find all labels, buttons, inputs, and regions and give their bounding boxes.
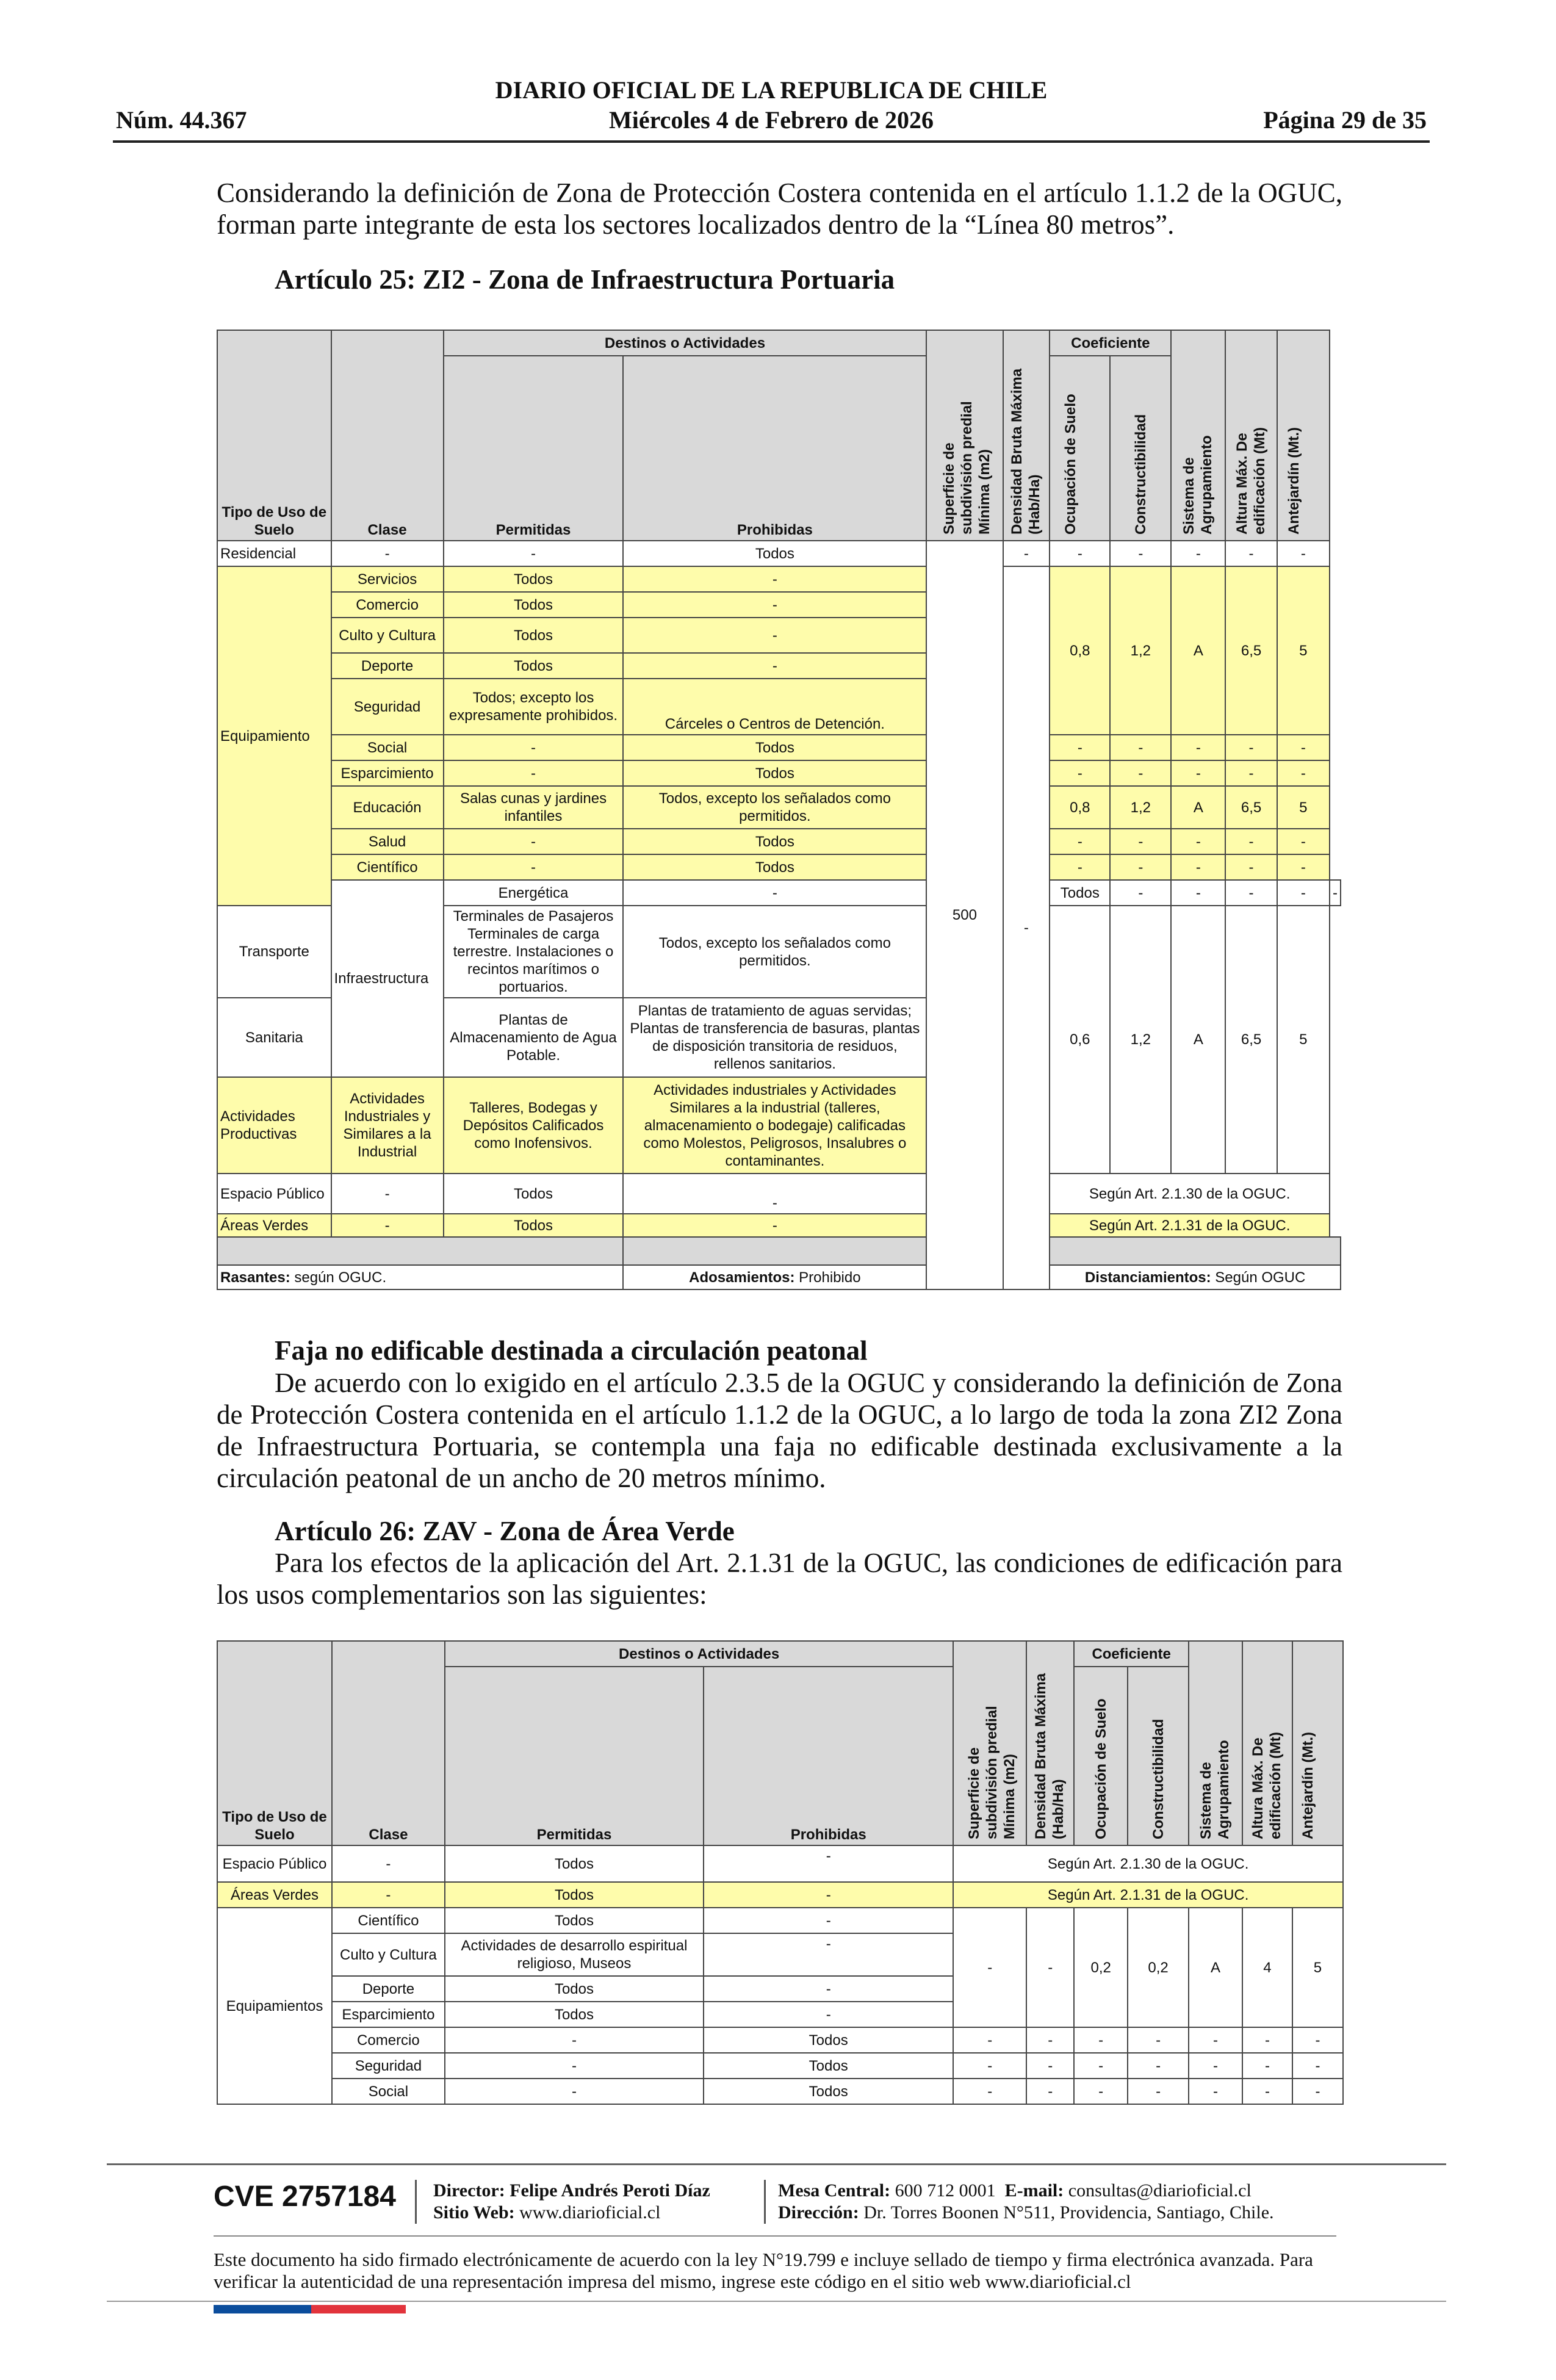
th2-sistema: Sistema de Agrupamiento [1189, 1641, 1242, 1845]
th-prohibidas: Prohibidas [623, 356, 926, 541]
th2-tipo: Tipo de Uso de Suelo [217, 1641, 332, 1845]
th2-altura: Altura Máx. De edificación (Mt) [1242, 1641, 1292, 1845]
table-footer-row: Rasantes: según OGUC. Adosamientos: Prohibido Distanciamientos: Según OGUC [217, 1265, 1341, 1289]
table-row: Educación Salas cunas y jardines infantiles Todos, excepto los señalados como permitidos. 0,8 1,2 A 6,5 5 [217, 786, 1341, 829]
th-clase: Clase [331, 330, 444, 541]
table-row: Culto y Cultura Actividades de desarrollo espiritual religioso, Museos - [217, 1933, 1343, 1976]
article-25-title: Artículo 25: ZI2 - Zona de Infraestructura Portuaria [275, 264, 895, 295]
th2-permitidas: Permitidas [445, 1667, 704, 1845]
table-row: Áreas Verdes - Todos - Según Art. 2.1.31 de la OGUC. [217, 1882, 1343, 1908]
th-coeficiente: Coeficiente [1050, 330, 1171, 356]
th-permitidas: Permitidas [444, 356, 624, 541]
table-row: Espacio Público - Todos - Según Art. 2.1.30 de la OGUC. [217, 1174, 1341, 1214]
table-zav [217, 1640, 1344, 2105]
article-26-paragraph: Para los efectos de la aplicación del Art. 2.1.31 de la OGUC, las condiciones de edificación para los usos complementarios son las siguientes: [217, 1548, 1342, 1610]
issue-number: Núm. 44.367 [116, 106, 247, 134]
footer-bottom-rule [107, 2301, 1446, 2302]
faja-title: Faja no edificable destinada a circulación peatonal [275, 1335, 868, 1366]
intro-paragraph [217, 177, 1342, 240]
th-constructibilidad: Constructibilidad [1110, 356, 1171, 541]
table-row: Esparcimiento - Todos - - - - - [217, 760, 1341, 786]
table-row: Transporte Terminales de Pasajeros Terminales de carga terrestre. Instalaciones o recintos marítimos o portuarios. Todos, excepto los señalados como permitidos. 0,6 1,2 A 6,5 5 [217, 906, 1341, 998]
footer-mid-rule [214, 2235, 1336, 2237]
table-row: Culto y Cultura Todos - [217, 618, 1341, 653]
th-sistema: Sistema de Agrupamiento [1171, 330, 1225, 541]
th2-prohibidas: Prohibidas [704, 1667, 953, 1845]
th2-clase: Clase [332, 1641, 445, 1845]
intro-text: Considerando la definición de Zona de Protección Costera contenida en el artículo 1.1.2 de la OGUC, forman parte integrante de esta los sectores localizados dentro de la “Línea 80 metros”. [217, 178, 1342, 240]
th-tipo: Tipo de Uso de Suelo [217, 330, 331, 541]
table-row: Seguridad Todos; excepto los expresamente prohibidos. Cárceles o Centros de Detención. [217, 679, 1341, 735]
table-zi2 [217, 330, 1341, 1290]
faja-paragraph: De acuerdo con lo exigido en el artículo 2.3.5 de la OGUC y considerando la definición de Zona de Protección Costera contenida en el artículo 1.1.2 de la OGUC, a lo largo de toda la zona ZI2 Zona de Infraestructura Portuaria, se contempla una faja no edificable destinada exclusivamente a la circulación peatonal de un ancho de 20 metros mínimo. [217, 1368, 1342, 1493]
cve-code: CVE 2757184 [214, 2180, 396, 2213]
flag-stripe-red [311, 2305, 406, 2313]
superficie-value: 500 [926, 541, 1003, 1289]
table-row: Deporte Todos - [217, 653, 1341, 679]
table-row: Esparcimiento Todos - [217, 2002, 1343, 2027]
th2-destinos: Destinos o Actividades [445, 1641, 953, 1667]
th2-ocupacion: Ocupación de Suelo [1074, 1667, 1128, 1845]
footer-top-rule [107, 2163, 1446, 2165]
table-row: Comercio - Todos - - - - - - - [217, 2027, 1343, 2053]
th2-densidad: Densidad Bruta Máxima (Hab/Ha) [1026, 1641, 1074, 1845]
th-destinos: Destinos o Actividades [444, 330, 927, 356]
footer-legal: Este documento ha sido firmado electrónicamente de acuerdo con la ley N°19.799 e incluye sellado de tiempo y firma electrónica avanzada. Para verificar la autenticidad de una representación impresa del mismo, ingrese este código en el sitio web www.diarioficial.cl [214, 2249, 1313, 2292]
footer-divider-1 [415, 2180, 417, 2224]
table-spacer-row [217, 1237, 1341, 1265]
th2-constructibilidad: Constructibilidad [1128, 1667, 1189, 1845]
journal-title: DIARIO OFICIAL DE LA REPUBLICA DE CHILE [495, 76, 1048, 104]
article-26-title: Artículo 26: ZAV - Zona de Área Verde [275, 1516, 735, 1546]
table-row: Comercio Todos - [217, 592, 1341, 618]
table-row: Seguridad - Todos - - - - - - - [217, 2053, 1343, 2079]
footer-director: Director: Felipe Andrés Peroti Díaz Sitio Web: www.diarioficial.cl [433, 2180, 710, 2223]
footer-contact: Mesa Central: 600 712 0001 E-mail: consultas@diarioficial.cl Dirección: Dr. Torres Boonen N°511, Providencia, Santiago, Chile. [778, 2180, 1274, 2223]
table-row: Sanitaria Plantas de Almacenamiento de Agua Potable. Plantas de tratamiento de aguas servidas; Plantas de transferencia de basuras, plantas de disposición transitoria de residuos, rellenos sanitarios. [217, 998, 1341, 1077]
flag-stripe-blue [214, 2305, 311, 2313]
th2-antejardin: Antejardín (Mt.) [1292, 1641, 1343, 1845]
table-row: Deporte Todos - [217, 1976, 1343, 2002]
table-row: Salud - Todos - - - - - [217, 829, 1341, 854]
table-row: Equipamientos Científico Todos - - - 0,2 0,2 A 4 5 [217, 1908, 1343, 1933]
table-row: Social - Todos - - - - - - - [217, 2079, 1343, 2104]
table-row: Equipamiento Servicios Todos - - 0,8 1,2 A 6,5 5 [217, 566, 1341, 592]
footer-divider-2 [764, 2180, 766, 2224]
th-superficie: Superficie de subdivisión predial Mínima (m2) [926, 330, 1003, 541]
th-antejardin: Antejardín (Mt.) [1277, 330, 1330, 541]
page-number: Página 29 de 35 [1263, 106, 1427, 134]
table-row: Espacio Público - Todos - Según Art. 2.1.30 de la OGUC. [217, 1845, 1343, 1882]
page-header [113, 72, 1430, 139]
table-row: Infraestructura Energética - Todos - - - - - [217, 880, 1341, 906]
table-row: Actividades Productivas Actividades Industriales y Similares a la Industrial Talleres, Bodegas y Depósitos Calificados como Inofensivos. Actividades industriales y Actividades Similares a la industrial (talleres, almacenamiento o bodegaje) calificadas como Molestos, Peligrosos, Insalubres o contaminantes. [217, 1077, 1341, 1174]
densidad-value: - [1003, 566, 1050, 1289]
issue-date: Miércoles 4 de Febrero de 2026 [608, 106, 934, 134]
th-densidad: Densidad Bruta Máxima (Hab/Ha) [1003, 330, 1050, 541]
table-row: Residencial - - Todos 500 - - - - - - [217, 541, 1341, 566]
table-row: Social - Todos - - - - - [217, 735, 1341, 760]
table-row: Científico - Todos - - - - - [217, 854, 1341, 880]
header-rule [113, 140, 1430, 143]
table-row: Áreas Verdes - Todos - Según Art. 2.1.31 de la OGUC. [217, 1214, 1341, 1237]
th2-coeficiente: Coeficiente [1074, 1641, 1189, 1667]
th-ocupacion: Ocupación de Suelo [1050, 356, 1110, 541]
th2-superficie: Superficie de subdivisión predial Mínima (m2) [953, 1641, 1026, 1845]
th-altura: Altura Máx. De edificación (Mt) [1225, 330, 1277, 541]
